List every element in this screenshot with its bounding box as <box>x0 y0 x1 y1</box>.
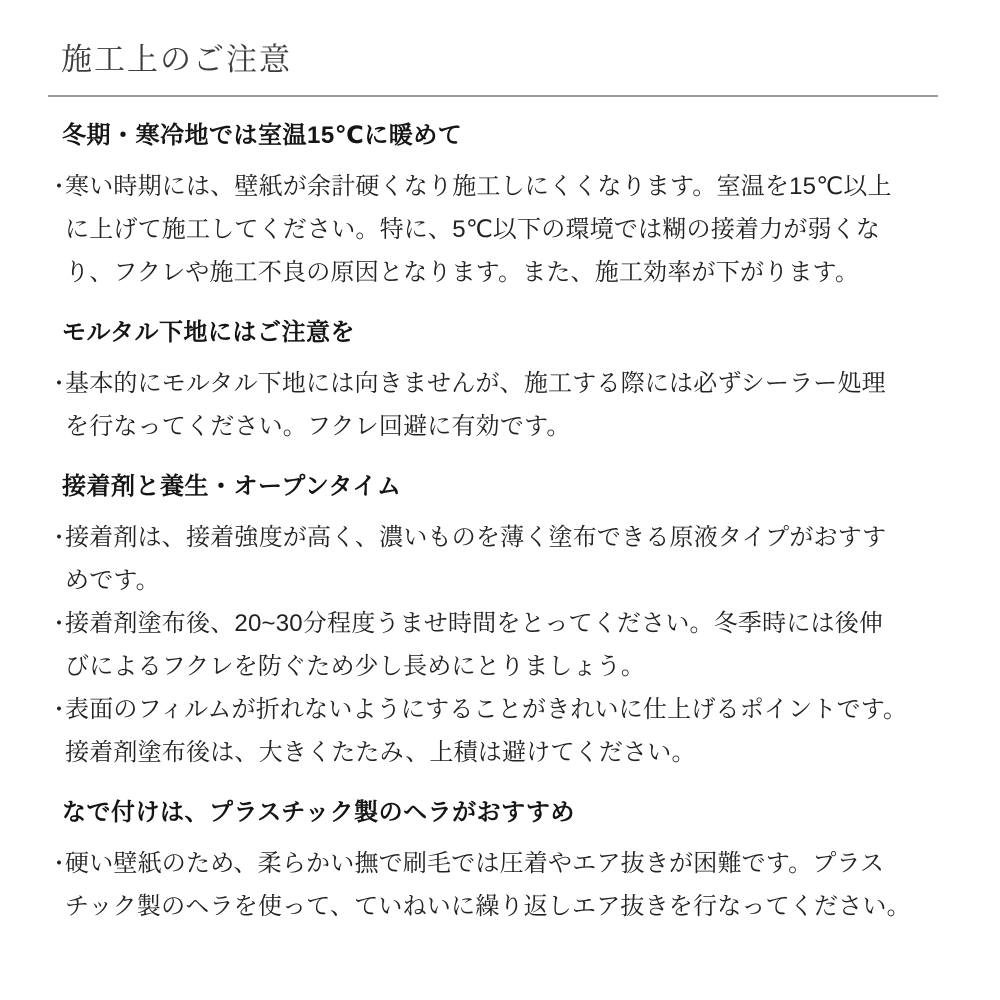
text-line: に上げて施工してください。特に、5℃以下の環境では糊の接着力が弱くな <box>65 216 881 243</box>
title-divider <box>48 95 938 97</box>
section-mortar <box>48 311 938 448</box>
bullet-marker: ・ <box>48 851 71 876</box>
text-line: チック製のヘラを使って、ていねいに繰り返しエア抜きを行なってください。 <box>65 893 911 920</box>
text-line: 基本的にモルタル下地には向きませんが、施工する際には必ずシーラー処理 <box>65 370 886 397</box>
text-line: びによるフクレを防ぐため少し長めにとりましょう。 <box>65 653 646 680</box>
text-line: 寒い時期には、壁紙が余計硬くなり施工しにくくなります。室温を15℃以上 <box>65 173 892 200</box>
text-line: を行なってください。フクレ回避に有効です。 <box>65 413 571 440</box>
section-heading: 冬期・寒冷地では室温15℃に暖めて <box>62 122 463 149</box>
text-line: 接着剤塗布後は、大きくたたみ、上積は避けてください。 <box>65 739 696 766</box>
section-heading: モルタル下地にはご注意を <box>62 319 356 346</box>
bullet-marker: ・ <box>48 371 71 396</box>
bullet-item <box>48 362 938 448</box>
bullet-item <box>48 688 938 774</box>
text-line: 硬い壁紙のため、柔らかい撫で刷毛では圧着やエア抜きが困難です。プラス <box>65 850 885 877</box>
section-adhesive <box>48 465 938 774</box>
bullet-marker: ・ <box>48 174 71 199</box>
bullet-marker: ・ <box>48 525 71 550</box>
section-heading: なで付けは、プラスチック製のヘラがおすすめ <box>62 799 575 826</box>
bullet-item <box>48 842 938 928</box>
bullet-text <box>65 516 938 602</box>
text-line: 表面のフィルムが折れないようにすることがきれいに仕上げるポイントです。 <box>65 696 908 723</box>
section-heading: 接着剤と養生・オープンタイム <box>62 473 402 500</box>
text-line: 接着剤塗布後、20~30分程度うませ時間をとってください。冬季時には後伸 <box>65 610 884 637</box>
section-winter <box>48 114 938 294</box>
section-spatula <box>48 791 938 928</box>
bullet-text <box>65 362 938 448</box>
bullet-text <box>65 688 938 774</box>
bullet-marker: ・ <box>48 611 71 636</box>
text-line: 接着剤は、接着強度が高く、濃いものを薄く塗布できる原液タイプがおすす <box>65 524 887 551</box>
bullet-item <box>48 602 938 688</box>
bullet-item <box>48 165 938 294</box>
bullet-item <box>48 516 938 602</box>
bullet-text <box>65 842 938 928</box>
bullet-text <box>65 165 938 294</box>
text-line: り、フクレや施工不良の原因となります。また、施工効率が下がります。 <box>65 259 860 286</box>
bullet-text <box>65 602 938 688</box>
page-title: 施工上のご注意 <box>61 42 292 77</box>
text-line: めです。 <box>65 567 160 594</box>
bullet-marker: ・ <box>48 697 71 722</box>
